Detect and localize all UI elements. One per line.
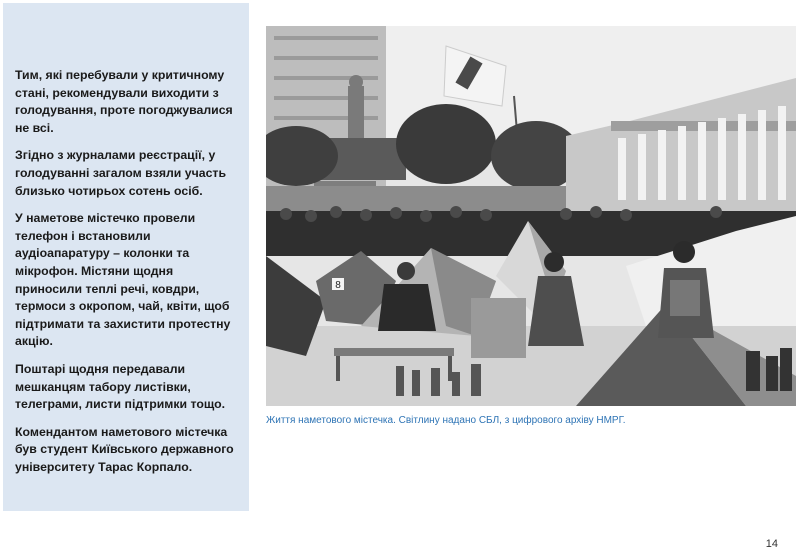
paragraph: Згідно з журналами реєстрації, у голодуванні загалом взяли участь близько чотирьох сотень осіб. bbox=[15, 148, 227, 198]
photo-caption: Життя наметового містечка. Світлину надано СБЛ, з цифрового архіву НМРГ. bbox=[266, 415, 626, 426]
tent-camp-photo bbox=[266, 26, 796, 406]
paragraph: Комендантом наметового містечка був студент Київського державного університету Тарас Корпало. bbox=[15, 424, 234, 474]
page-number: 14 bbox=[765, 538, 778, 550]
paragraph: У наметове містечко провели телефон і встановили аудіоапаратуру – колонки та мікрофон. Містяни щодня приносили теплі речі, ковдри, термоси з окропом, чай, квіти, щоб підтримати та захистити протестну акцію. bbox=[15, 211, 231, 349]
text-panel bbox=[3, 3, 249, 511]
paragraph: Поштарі щодня передавали мешканцям табору листівки, телеграми, листи підтримки тощо. bbox=[15, 361, 226, 412]
paragraph: Тим, які перебували у критичному стані, рекомендували виходити з голодування, проте погоджувалися не всі. bbox=[15, 68, 233, 135]
tent-number: 8 bbox=[335, 280, 341, 291]
